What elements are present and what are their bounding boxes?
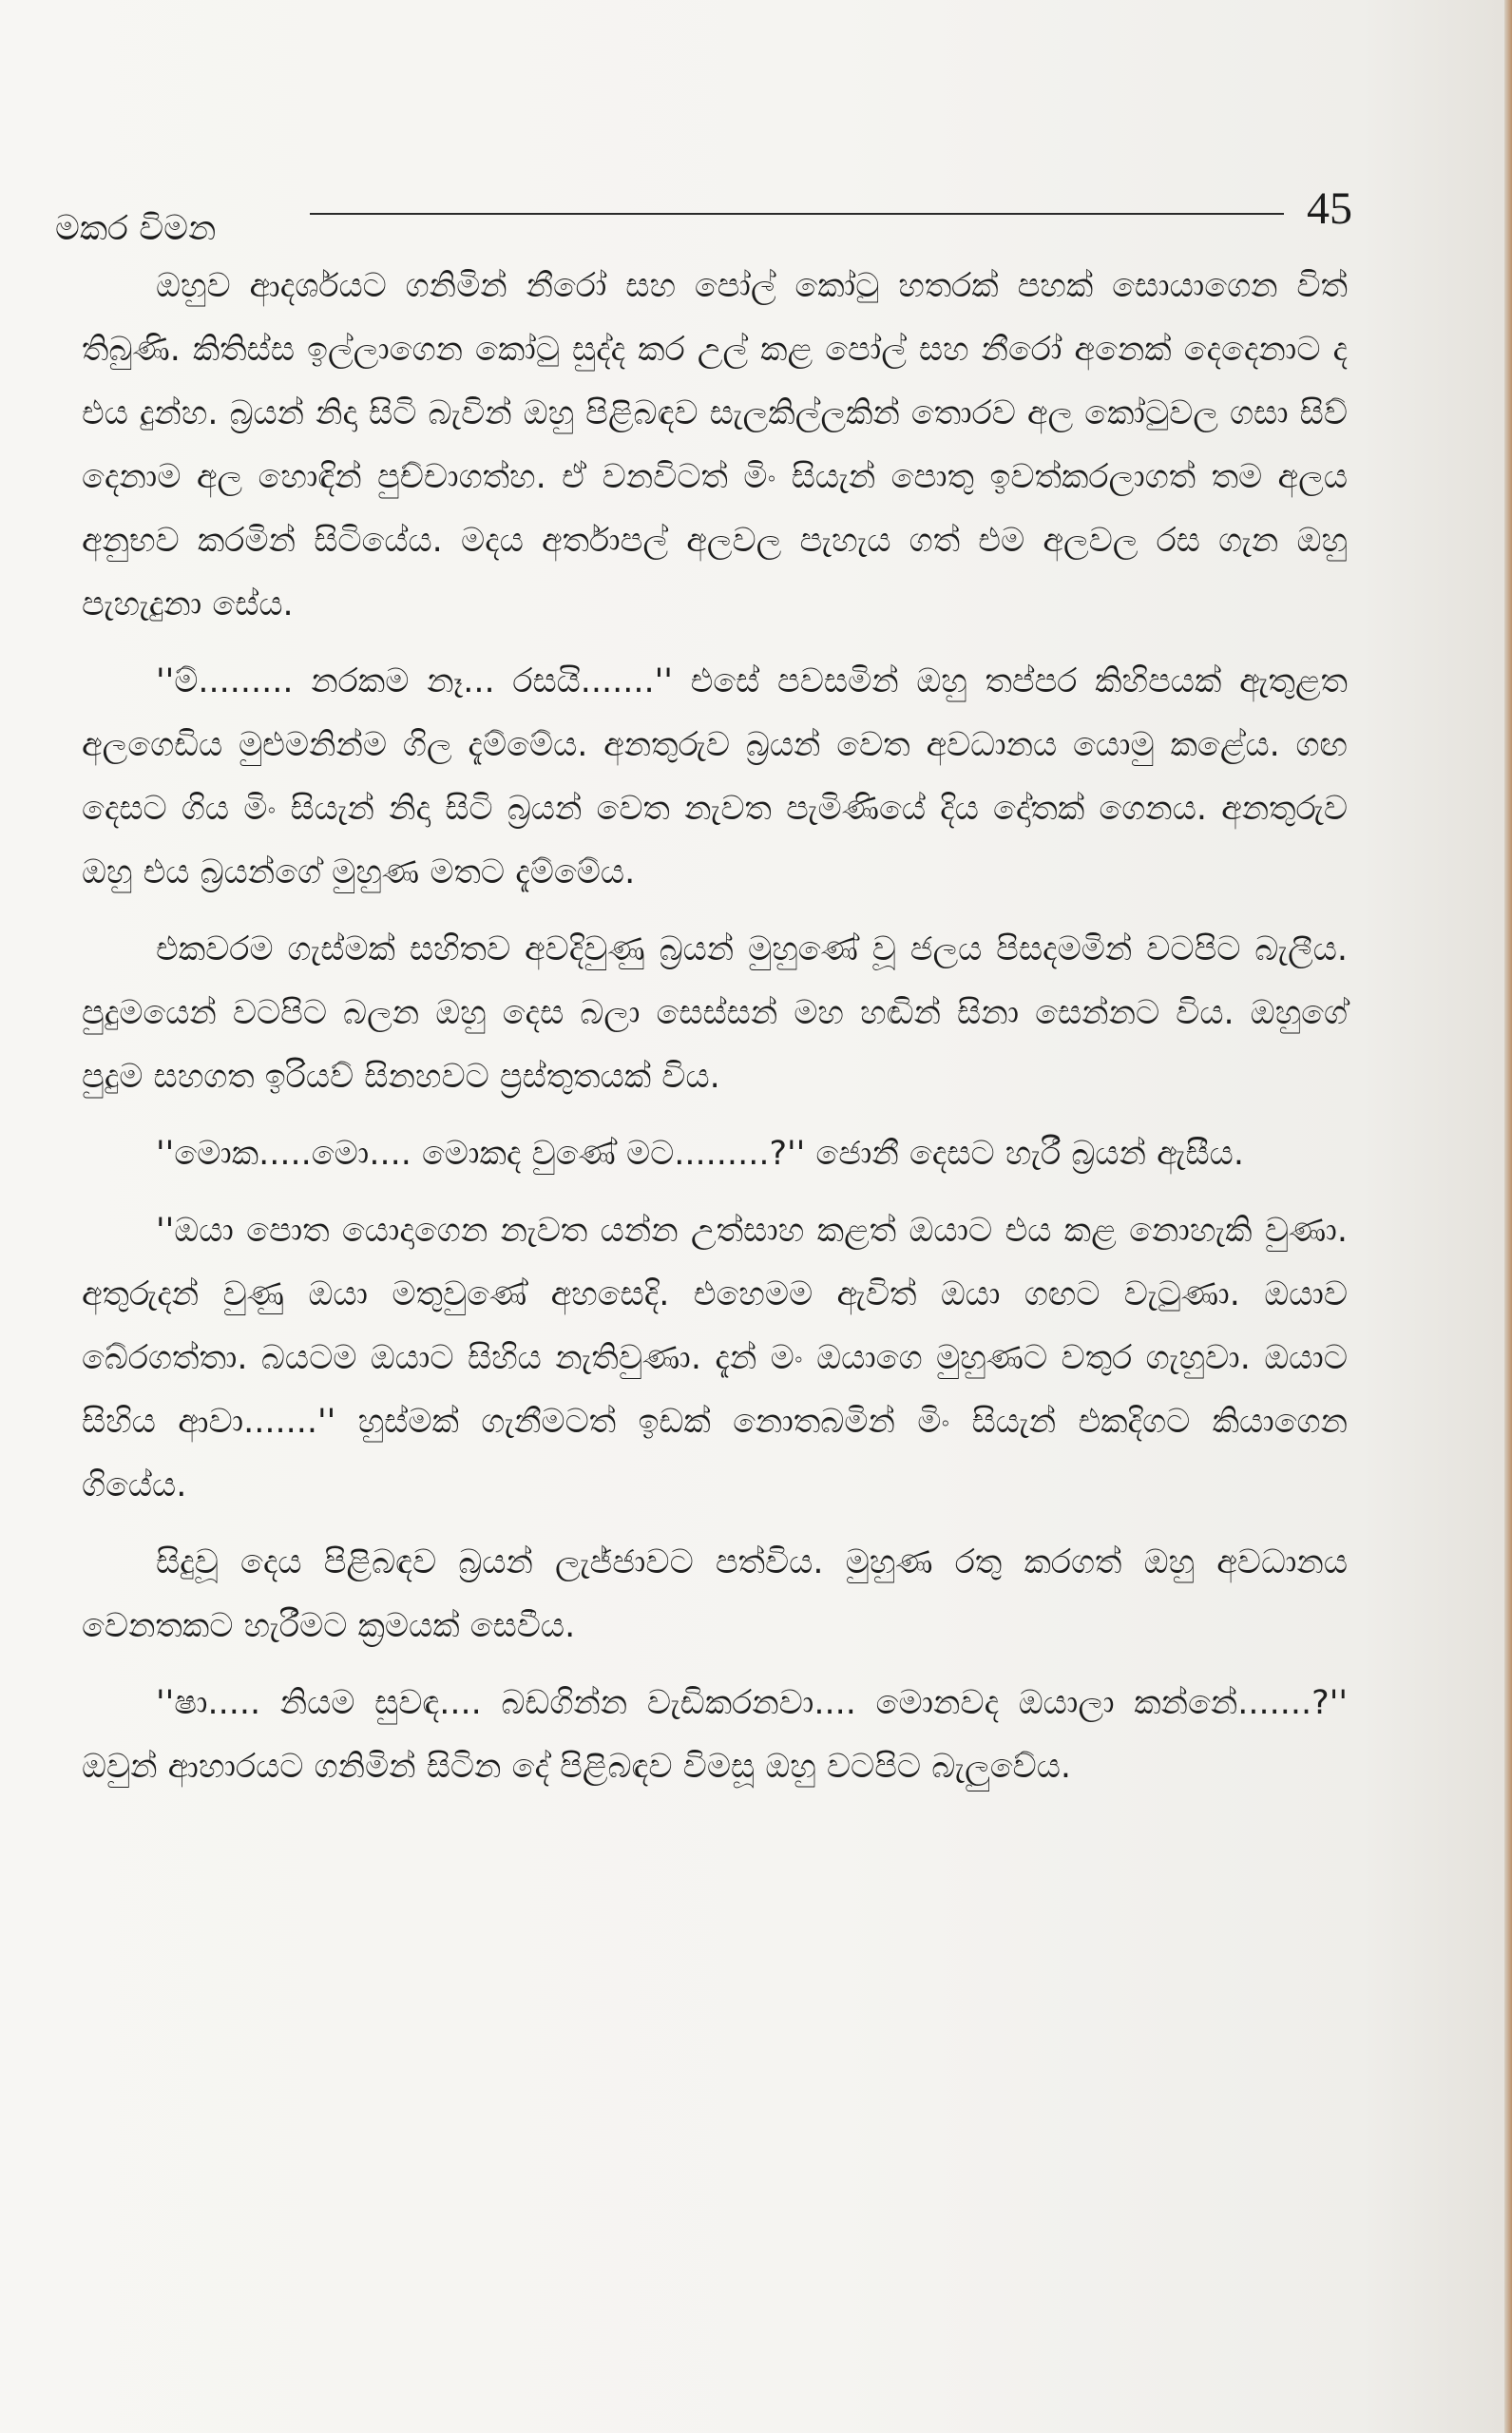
book-title: මකර විමන bbox=[55, 209, 217, 248]
body-text bbox=[82, 255, 1348, 1812]
header-rule bbox=[310, 213, 1284, 215]
page-edge bbox=[1504, 0, 1512, 2433]
paragraph: ඔහුව ආදර්ශයට ගනිමින් නීරෝ සහ පෝල් කෝටු හතරක් පහක් සොයාගෙන විත් තිබුණි. කිතිස්ස ඉල්ලාගෙන කෝටු සුද්ද කර උල් කළ පෝල් සහ නීරෝ අනෙක් දෙදෙනාට ද එය දුන්හ. බ්‍රයන් නිදා සිටි බැවින් ඔහු පිළිබඳව සැලකිල්ලකින් තොරව අල කෝටුවල ගසා සිව් දෙනාම අල හොඳින් පුච්චාගත්හ. ඒ වනවිටත් මිං සියැන් පොතු ඉවත්කරලාගත් තම අලය අනුභව කරමින් සිටියේය. මදය අර්තාපල් අලවල පැහැය ගත් එම අලවල රස ගැන ඔහු පැහැදුනා සේය. bbox=[82, 267, 1348, 623]
paragraph: ''ෂා..... නියම සුවඳ.... බඩගින්න වැඩිකරනවා.... මොනවද ඔයාලා කන්නේ.......?'' ඔවුන් ආහාරයට ගනිමින් සිටින දේ පිළිබඳව විමසූ ඔහු වටපිට බැලුවේය. bbox=[82, 1684, 1348, 1786]
running-header bbox=[55, 183, 1352, 257]
page-number: 45 bbox=[1307, 183, 1352, 234]
paragraph: ''ඔයා පොත යොදාගෙන නැවත යන්න උත්සාහ කළත් ඔයාට එය කළ නොහැකි වුණා. අතුරුදන් වුණු ඔයා මතුවුණේ අහසෙදි. එහෙමම ඇවිත් ඔයා ගඟට වැටුණා. ඔයාව බේරගත්තා. බයටම ඔයාට සිහිය නැතිවුණා. දැන් මං ඔයාගෙ මුහුණට වතුර ගැහුවා. ඔයාට සිහිය ආවා.......'' හුස්මක් ගැනීමටත් ඉඩක් නොතබමින් මිං සියැන් එකදිගට කියාගෙන ගියේය. bbox=[82, 1212, 1348, 1504]
paragraph: ''ම්......... නරකම නෑ... රසයි.......'' එසේ පවසමින් ඔහු තප්පර කිහිපයක් ඇතුළත අලගෙඩිය මුළුමනින්ම ගිල දැම්මේය. අනතුරුව බ්‍රයන් වෙත අවධානය යොමු කළේය. ගඟ දෙසට ගිය මිං සියැන් නිදා සිටි බ්‍රයන් වෙත නැවත පැමිණියේ දිය දෝතක් ගෙනය. අනතුරුව ඔහු එය බ්‍රයන්ගේ මුහුණ මතට දැම්මේය. bbox=[82, 662, 1348, 891]
paragraph: ''මොක.....මො.... මොකද වුණේ මට.........?'' ජොනී දෙසට හැරී බ්‍රයන් ඇසීය. bbox=[156, 1135, 1244, 1173]
paragraph: එකවරම ගැස්මක් සහිතව අවදිවුණු බ්‍රයන් මුහුණේ වූ ජලය පිසදමමින් වටපිට බැලීය. පුදුමයෙන් වටපිට බලන ඔහු දෙස බලා සෙස්සන් මහ හඬින් සිනා සෙන්නට විය. ඔහුගේ පුදුම සහගත ඉරියව් සිනහවට ප්‍රස්තුතයක් විය. bbox=[82, 930, 1348, 1096]
paragraph: සිදුවූ දෙය පිළිබඳව බ්‍රයන් ලැජ්ජාවට පත්විය. මුහුණ රතු කරගත් ඔහු අවධානය වෙනතකට හැරීමට ක්‍රමයක් සෙවීය. bbox=[82, 1543, 1348, 1645]
